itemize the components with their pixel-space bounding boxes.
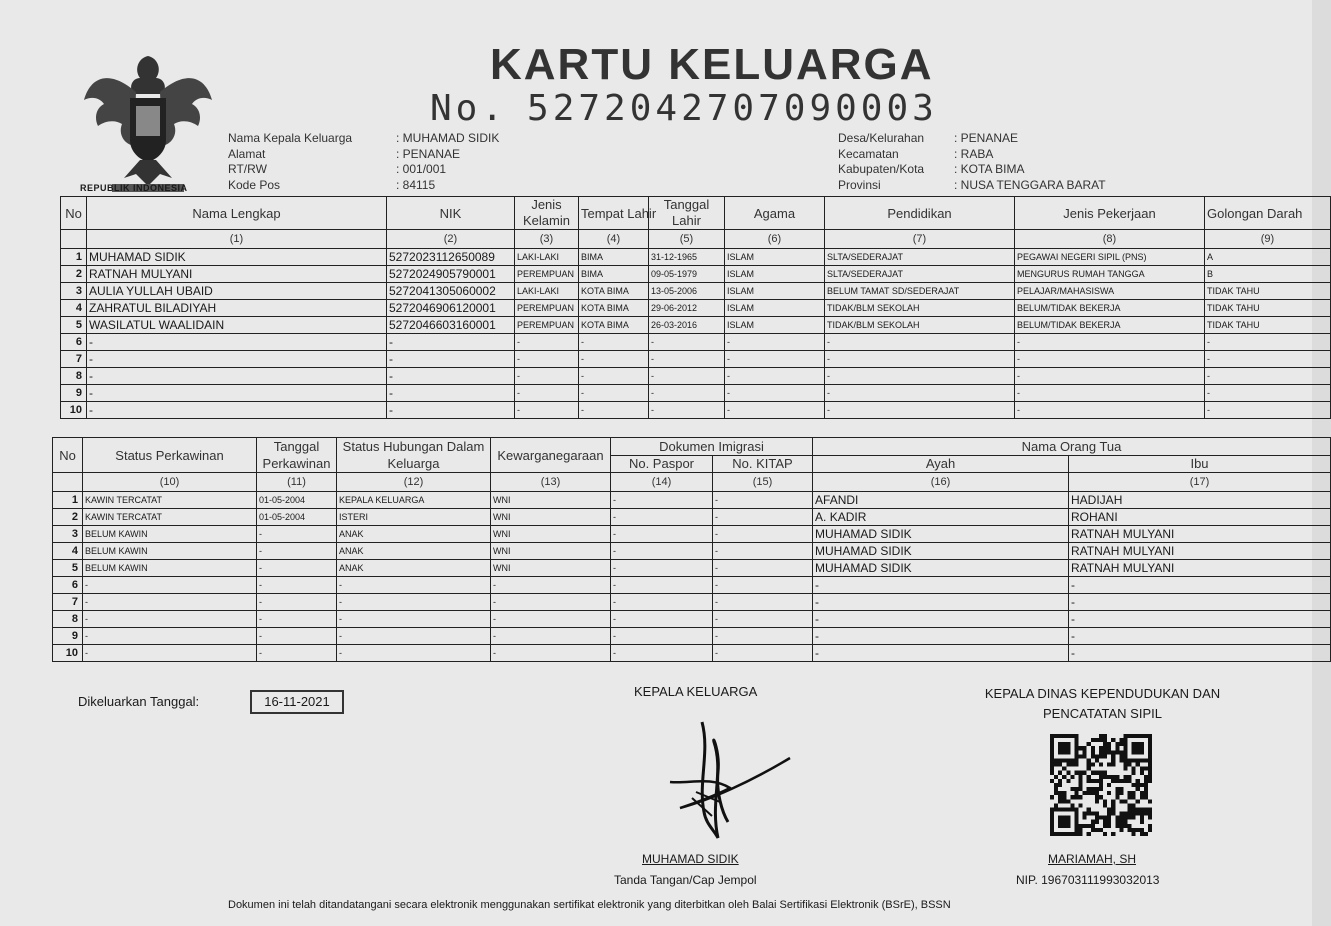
row-number: 7 — [53, 594, 83, 611]
col-number — [61, 230, 87, 249]
table-cell: - — [515, 368, 579, 385]
table-cell: - — [1205, 334, 1331, 351]
table-cell: - — [257, 577, 337, 594]
table-row — [53, 526, 1331, 543]
table-cell: - — [83, 577, 257, 594]
table-cell: - — [611, 645, 713, 662]
table-cell: TIDAK TAHU — [1205, 283, 1331, 300]
table-cell: - — [649, 368, 725, 385]
table-cell: - — [649, 385, 725, 402]
table-row — [61, 368, 1331, 385]
row-number: 10 — [53, 645, 83, 662]
col-header: No. KITAP — [713, 455, 813, 473]
table-cell: RATNAH MULYANI — [1069, 560, 1331, 577]
col-header: Ibu — [1069, 455, 1331, 473]
col-header: Tanggal Perkawinan — [257, 438, 337, 473]
table-cell: ZAHRATUL BILADIYAH — [87, 300, 387, 317]
official-title-line: KEPALA DINAS KEPENDUDUKAN DAN — [984, 686, 1221, 701]
table-cell: - — [87, 334, 387, 351]
relations-table — [52, 437, 1331, 662]
row-number: 1 — [61, 249, 87, 266]
info-row — [838, 162, 1106, 178]
col-number: (9) — [1205, 230, 1331, 249]
table-cell: - — [713, 492, 813, 509]
row-number: 5 — [61, 317, 87, 334]
table-cell: 13-05-2006 — [649, 283, 725, 300]
table-cell: - — [579, 351, 649, 368]
table-cell: - — [1069, 645, 1331, 662]
table-row — [61, 249, 1331, 266]
table-cell: BELUM KAWIN — [83, 560, 257, 577]
card-number-label: No. — [430, 88, 508, 129]
table-cell: PEREMPUAN — [515, 300, 579, 317]
table-cell: BELUM/TIDAK BEKERJA — [1015, 317, 1205, 334]
table-cell: - — [611, 492, 713, 509]
table-cell: - — [713, 526, 813, 543]
info-label: Kode Pos — [228, 177, 281, 192]
info-label: Nama Kepala Keluarga — [228, 131, 353, 145]
table-cell: - — [825, 385, 1015, 402]
table-cell: - — [649, 351, 725, 368]
info-row — [838, 131, 1106, 147]
col-header: No — [53, 438, 83, 473]
table-cell: - — [1205, 368, 1331, 385]
table-cell: - — [87, 351, 387, 368]
table-cell: - — [257, 628, 337, 645]
table-cell: KOTA BIMA — [579, 300, 649, 317]
info-right — [838, 131, 1106, 193]
table-cell: - — [1205, 402, 1331, 419]
table-cell: - — [1015, 334, 1205, 351]
table-cell: - — [83, 645, 257, 662]
row-number: 2 — [61, 266, 87, 283]
col-number: (2) — [387, 230, 515, 249]
info-label: Kecamatan — [838, 146, 899, 161]
table-cell: - — [813, 594, 1069, 611]
table-cell: - — [713, 577, 813, 594]
col-number: (5) — [649, 230, 725, 249]
table-row — [53, 611, 1331, 628]
table-cell: - — [579, 368, 649, 385]
table-cell: - — [387, 368, 515, 385]
card-number-value: 5272042707090003 — [527, 88, 938, 129]
table-cell: - — [1069, 611, 1331, 628]
table-cell: BIMA — [579, 266, 649, 283]
info-value: : RABA — [954, 146, 994, 161]
table-cell: - — [1205, 351, 1331, 368]
info-label: RT/RW — [228, 162, 267, 176]
col-header: Nama Orang Tua — [813, 438, 1331, 456]
table-cell: TIDAK TAHU — [1205, 300, 1331, 317]
info-row — [228, 162, 499, 178]
table-cell: - — [579, 334, 649, 351]
table-cell: - — [611, 577, 713, 594]
table-row — [53, 628, 1331, 645]
info-left — [228, 131, 499, 193]
table-cell: - — [725, 385, 825, 402]
table-cell: 5272024905790001 — [387, 266, 515, 283]
table-cell: - — [649, 402, 725, 419]
table-cell: - — [387, 351, 515, 368]
row-number: 9 — [61, 385, 87, 402]
members-table — [60, 196, 1331, 419]
table-cell: - — [713, 628, 813, 645]
row-number: 8 — [53, 611, 83, 628]
table-cell: WNI — [491, 543, 611, 560]
table-cell: 5272046906120001 — [387, 300, 515, 317]
info-value: : 001/001 — [396, 162, 447, 176]
table-cell: - — [649, 334, 725, 351]
info-row — [838, 147, 1106, 163]
info-value: : MUHAMAD SIDIK — [396, 131, 500, 145]
col-header: Pendidikan — [825, 197, 1015, 230]
table-cell: WNI — [491, 509, 611, 526]
table-cell: - — [83, 594, 257, 611]
table-cell: ANAK — [337, 560, 491, 577]
table-cell: - — [83, 611, 257, 628]
info-label: Provinsi — [838, 177, 881, 192]
family-head-title: KEPALA KELUARGA — [634, 684, 758, 699]
table-cell: - — [713, 543, 813, 560]
table-cell: ANAK — [337, 543, 491, 560]
signature-caption: Tanda Tangan/Cap Jempol — [614, 873, 757, 887]
table-row — [53, 594, 1331, 611]
table-cell: - — [1205, 385, 1331, 402]
table-cell: 31-12-1965 — [649, 249, 725, 266]
col-number: (13) — [491, 473, 611, 492]
table-cell: - — [813, 577, 1069, 594]
table-cell: - — [515, 334, 579, 351]
table-cell: 5272023112650089 — [387, 249, 515, 266]
table-cell: MUHAMAD SIDIK — [87, 249, 387, 266]
table-cell: A — [1205, 249, 1331, 266]
table-cell: KOTA BIMA — [579, 317, 649, 334]
table-cell: ISLAM — [725, 317, 825, 334]
issued-date: 16-11-2021 — [250, 690, 344, 714]
table-row — [53, 560, 1331, 577]
table-cell: - — [337, 577, 491, 594]
table-cell: - — [611, 560, 713, 577]
info-value: : PENANAE — [396, 146, 461, 161]
col-number: (12) — [337, 473, 491, 492]
table-cell: - — [713, 611, 813, 628]
table-cell: MUHAMAD SIDIK — [813, 543, 1069, 560]
table-cell: PEREMPUAN — [515, 317, 579, 334]
row-number: 4 — [53, 543, 83, 560]
table-cell: 01-05-2004 — [257, 492, 337, 509]
table-cell: - — [611, 526, 713, 543]
table-cell: BELUM KAWIN — [83, 526, 257, 543]
col-header: No. Paspor — [611, 455, 713, 473]
col-number: (3) — [515, 230, 579, 249]
table-cell: - — [337, 628, 491, 645]
col-header: Jenis Kelamin — [515, 197, 579, 230]
table-cell: - — [825, 334, 1015, 351]
table-cell: 09-05-1979 — [649, 266, 725, 283]
table-cell: - — [1015, 402, 1205, 419]
table-cell: - — [337, 611, 491, 628]
col-number: (10) — [83, 473, 257, 492]
table-cell: - — [87, 368, 387, 385]
table-cell: RATNAH MULYANI — [87, 266, 387, 283]
table-cell: - — [725, 351, 825, 368]
table-cell: - — [257, 543, 337, 560]
table-cell: 01-05-2004 — [257, 509, 337, 526]
table-cell: TIDAK TAHU — [1205, 317, 1331, 334]
table-cell: - — [1015, 385, 1205, 402]
table-cell: WNI — [491, 560, 611, 577]
table-cell: A. KADIR — [813, 509, 1069, 526]
table-cell: LAKI-LAKI — [515, 283, 579, 300]
info-label: Alamat — [228, 146, 266, 161]
row-number: 3 — [53, 526, 83, 543]
signature-icon — [640, 712, 800, 842]
table-cell: MUHAMAD SIDIK — [813, 560, 1069, 577]
table-cell: KEPALA KELUARGA — [337, 492, 491, 509]
col-number: (6) — [725, 230, 825, 249]
table-cell: KAWIN TERCATAT — [83, 509, 257, 526]
row-number: 8 — [61, 368, 87, 385]
col-header: Tanggal Lahir — [649, 197, 725, 230]
table-cell: B — [1205, 266, 1331, 283]
emblem-caption: REPUBLIK INDONESIA — [80, 183, 188, 193]
table-cell: - — [257, 594, 337, 611]
table-cell: ISLAM — [725, 300, 825, 317]
table-cell: - — [491, 645, 611, 662]
table-cell: - — [1015, 368, 1205, 385]
table-row — [61, 317, 1331, 334]
table-cell: - — [491, 577, 611, 594]
col-number: (11) — [257, 473, 337, 492]
table-cell: - — [579, 402, 649, 419]
col-header: Jenis Pekerjaan — [1015, 197, 1205, 230]
table-cell: RATNAH MULYANI — [1069, 526, 1331, 543]
col-number: (7) — [825, 230, 1015, 249]
garuda-emblem-icon — [78, 48, 218, 198]
col-header: Dokumen Imigrasi — [611, 438, 813, 456]
document-title: KARTU KELUARGA — [490, 40, 934, 89]
table-cell: 5272041305060002 — [387, 283, 515, 300]
table-cell: ISTERI — [337, 509, 491, 526]
table-cell: ISLAM — [725, 283, 825, 300]
table-cell: - — [713, 594, 813, 611]
table-row — [61, 334, 1331, 351]
table-row — [61, 300, 1331, 317]
table-cell: - — [515, 402, 579, 419]
table-cell: - — [579, 385, 649, 402]
col-header: NIK — [387, 197, 515, 230]
info-row — [228, 147, 499, 163]
table-row — [53, 577, 1331, 594]
table-cell: PEREMPUAN — [515, 266, 579, 283]
table-cell: - — [387, 385, 515, 402]
table-cell: - — [813, 611, 1069, 628]
table-cell: - — [825, 402, 1015, 419]
table-cell: - — [725, 334, 825, 351]
table-cell: 26-03-2016 — [649, 317, 725, 334]
table-cell: PELAJAR/MAHASISWA — [1015, 283, 1205, 300]
table-row — [53, 543, 1331, 560]
issued-label: Dikeluarkan Tanggal: — [78, 694, 200, 709]
row-number: 3 — [61, 283, 87, 300]
table-cell: MUHAMAD SIDIK — [813, 526, 1069, 543]
table-cell: BELUM TAMAT SD/SEDERAJAT — [825, 283, 1015, 300]
col-header: Golongan Darah — [1205, 197, 1331, 230]
row-number: 1 — [53, 492, 83, 509]
col-header: Status Hubungan Dalam Keluarga — [337, 438, 491, 473]
col-header: Tempat Lahir — [579, 197, 649, 230]
table-row — [61, 351, 1331, 368]
col-header: Agama — [725, 197, 825, 230]
table-cell: - — [491, 611, 611, 628]
table-cell: TIDAK/BLM SEKOLAH — [825, 300, 1015, 317]
table-cell: - — [813, 645, 1069, 662]
table-cell: - — [337, 594, 491, 611]
table-cell: - — [713, 560, 813, 577]
table-cell: - — [725, 402, 825, 419]
official-nip: NIP. 196703111993032013 — [1016, 873, 1160, 887]
table-cell: - — [87, 385, 387, 402]
table-cell: WNI — [491, 492, 611, 509]
table-cell: KAWIN TERCATAT — [83, 492, 257, 509]
qr-code-icon — [1050, 734, 1152, 836]
table-cell: WASILATUL WAALIDAIN — [87, 317, 387, 334]
table-cell: - — [337, 645, 491, 662]
table-cell: AFANDI — [813, 492, 1069, 509]
table-cell: - — [387, 402, 515, 419]
col-number: (14) — [611, 473, 713, 492]
col-header: Nama Lengkap — [87, 197, 387, 230]
info-value: : NUSA TENGGARA BARAT — [954, 177, 1106, 192]
col-number: (8) — [1015, 230, 1205, 249]
col-number: (1) — [87, 230, 387, 249]
table-cell: BELUM/TIDAK BEKERJA — [1015, 300, 1205, 317]
table-cell: HADIJAH — [1069, 492, 1331, 509]
row-number: 7 — [61, 351, 87, 368]
row-number: 2 — [53, 509, 83, 526]
col-header: Status Perkawinan — [83, 438, 257, 473]
table-cell: - — [257, 526, 337, 543]
row-number: 9 — [53, 628, 83, 645]
table-cell: - — [515, 385, 579, 402]
table-cell: 29-06-2012 — [649, 300, 725, 317]
table-cell: - — [491, 628, 611, 645]
table-cell: MENGURUS RUMAH TANGGA — [1015, 266, 1205, 283]
col-header: Ayah — [813, 455, 1069, 473]
table-cell: - — [387, 334, 515, 351]
official-title — [975, 684, 1230, 724]
table-cell: - — [491, 594, 611, 611]
table-cell: LAKI-LAKI — [515, 249, 579, 266]
row-number: 10 — [61, 402, 87, 419]
table-row — [61, 385, 1331, 402]
col-number: (4) — [579, 230, 649, 249]
table-cell: - — [611, 611, 713, 628]
table-cell: TIDAK/BLM SEKOLAH — [825, 317, 1015, 334]
table-cell: - — [713, 645, 813, 662]
table-cell: - — [87, 402, 387, 419]
table-cell: - — [515, 351, 579, 368]
table-cell: - — [83, 628, 257, 645]
table-cell: - — [1069, 594, 1331, 611]
table-cell: - — [1069, 628, 1331, 645]
table-cell: - — [713, 509, 813, 526]
table-row — [61, 402, 1331, 419]
table-row — [53, 509, 1331, 526]
info-label: Desa/Kelurahan — [838, 131, 925, 145]
table-cell: PEGAWAI NEGERI SIPIL (PNS) — [1015, 249, 1205, 266]
table-cell: - — [611, 628, 713, 645]
col-number: (17) — [1069, 473, 1331, 492]
table-row — [53, 492, 1331, 509]
official-title-line: PENCATATAN SIPIL — [1043, 706, 1162, 721]
info-label: Kabupaten/Kota — [838, 162, 925, 176]
table-cell: BIMA — [579, 249, 649, 266]
table-cell: - — [725, 368, 825, 385]
col-header: No — [61, 197, 87, 230]
table-cell: RATNAH MULYANI — [1069, 543, 1331, 560]
table-cell: SLTA/SEDERAJAT — [825, 266, 1015, 283]
table-row — [53, 645, 1331, 662]
table-cell: - — [1015, 351, 1205, 368]
col-header: Kewarganegaraan — [491, 438, 611, 473]
col-number: (16) — [813, 473, 1069, 492]
table-cell: ISLAM — [725, 249, 825, 266]
table-cell: ISLAM — [725, 266, 825, 283]
info-row — [228, 131, 499, 147]
table-cell: - — [813, 628, 1069, 645]
table-cell: - — [257, 611, 337, 628]
table-cell: - — [611, 594, 713, 611]
table-cell: - — [611, 543, 713, 560]
table-cell: - — [1069, 577, 1331, 594]
info-value: : KOTA BIMA — [954, 162, 1025, 176]
info-row — [228, 178, 499, 194]
table-cell: - — [825, 351, 1015, 368]
col-number: (15) — [713, 473, 813, 492]
table-row — [61, 283, 1331, 300]
row-number: 5 — [53, 560, 83, 577]
info-row — [838, 178, 1106, 194]
table-cell: - — [257, 645, 337, 662]
info-value: : PENANAE — [954, 131, 1019, 145]
row-number: 6 — [61, 334, 87, 351]
table-row — [61, 266, 1331, 283]
electronic-signature-note: Dokumen ini telah ditandatangani secara elektronik menggunakan sertifikat elektronik yang diterbitkan oleh Balai Sertifikasi Elektronik (BSrE), BSSN — [228, 899, 951, 911]
col-number — [53, 473, 83, 492]
table-cell: - — [611, 509, 713, 526]
info-value: : 84115 — [396, 177, 436, 192]
card-number — [430, 88, 938, 129]
official-name: MARIAMAH, SH — [1048, 852, 1137, 866]
table-cell: ANAK — [337, 526, 491, 543]
table-cell: BELUM KAWIN — [83, 543, 257, 560]
table-cell: WNI — [491, 526, 611, 543]
table-cell: AULIA YULLAH UBAID — [87, 283, 387, 300]
table-cell: 5272046603160001 — [387, 317, 515, 334]
table-cell: ROHANI — [1069, 509, 1331, 526]
table-cell: SLTA/SEDERAJAT — [825, 249, 1015, 266]
family-head-name: MUHAMAD SIDIK — [642, 852, 739, 866]
row-number: 6 — [53, 577, 83, 594]
table-cell: - — [825, 368, 1015, 385]
table-cell: - — [257, 560, 337, 577]
table-cell: KOTA BIMA — [579, 283, 649, 300]
row-number: 4 — [61, 300, 87, 317]
